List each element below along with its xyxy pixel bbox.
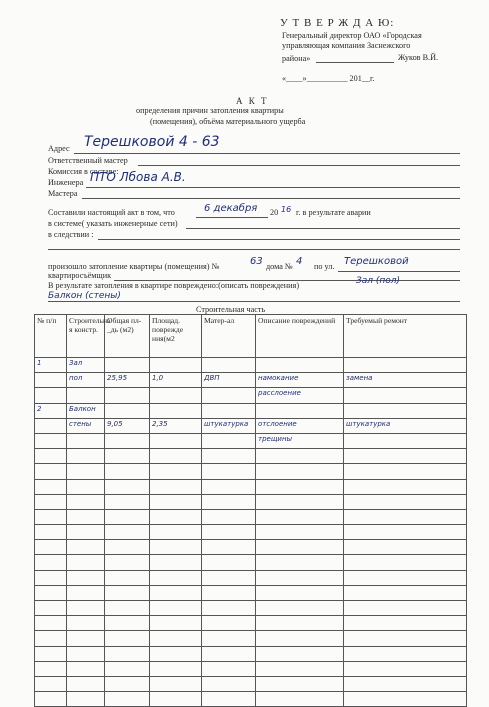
address-value: Терешковой 4 - 63 xyxy=(84,134,220,150)
table-cell xyxy=(344,570,467,585)
table-cell xyxy=(256,418,344,433)
table-cell xyxy=(150,388,202,403)
table-cell xyxy=(344,676,467,691)
table-cell xyxy=(344,433,467,448)
table-cell xyxy=(105,676,150,691)
table-cell xyxy=(202,692,256,707)
table-row xyxy=(35,616,467,631)
table-cell xyxy=(105,418,150,433)
table-cell xyxy=(35,464,67,479)
table-cell-value: Балкон xyxy=(69,404,96,413)
table-cell xyxy=(344,449,467,464)
table-cell xyxy=(150,585,202,600)
master-label: Ответственный мастер xyxy=(48,156,128,165)
table-row xyxy=(35,479,467,494)
table-cell xyxy=(344,601,467,616)
document-title: А К Т xyxy=(236,96,269,106)
flood-text-3: по ул. xyxy=(314,262,335,271)
approval-line3: района» xyxy=(282,54,311,63)
flood-apt-value: 63 xyxy=(250,256,263,267)
table-cell xyxy=(35,601,67,616)
table-cell xyxy=(150,373,202,388)
table-cell xyxy=(202,631,256,646)
table-cell xyxy=(105,525,150,540)
act-text-2: 20 xyxy=(270,208,279,217)
table-cell xyxy=(105,479,150,494)
act-year-value: 16 xyxy=(281,205,292,214)
flood-house-value: 4 xyxy=(296,256,303,267)
table-cell xyxy=(105,494,150,509)
table-cell xyxy=(256,464,344,479)
table-cell xyxy=(256,585,344,600)
table-cell xyxy=(35,418,67,433)
table-cell xyxy=(67,433,105,448)
table-row xyxy=(35,555,467,570)
table-cell xyxy=(67,601,105,616)
table-cell xyxy=(256,692,344,707)
col-header-total-area: Общая пл-_дь (м2) xyxy=(105,315,150,358)
table-cell xyxy=(35,479,67,494)
table-cell xyxy=(35,403,67,418)
table-cell xyxy=(344,494,467,509)
address-label: Адрес xyxy=(48,144,70,153)
table-cell xyxy=(35,373,67,388)
table-cell xyxy=(344,585,467,600)
table-cell xyxy=(344,540,467,555)
table-cell xyxy=(105,692,150,707)
table-cell xyxy=(67,418,105,433)
table-cell-value: стены xyxy=(69,419,92,428)
document-subtitle-2: (помещения), объёма материального ущерба xyxy=(150,117,306,126)
table-cell xyxy=(67,555,105,570)
table-cell xyxy=(150,449,202,464)
table-cell xyxy=(105,585,150,600)
table-cell xyxy=(150,601,202,616)
table-cell xyxy=(150,464,202,479)
table-cell xyxy=(105,373,150,388)
table-row xyxy=(35,631,467,646)
table-cell-value: пол xyxy=(69,374,83,383)
table-row xyxy=(35,418,467,433)
table-cell xyxy=(105,555,150,570)
table-cell xyxy=(35,646,67,661)
masters-line xyxy=(82,198,460,199)
table-cell xyxy=(202,464,256,479)
table-cell xyxy=(150,403,202,418)
table-cell-value: замена xyxy=(346,374,373,383)
table-cell-value: Зал xyxy=(69,359,83,367)
table-cell xyxy=(67,676,105,691)
table-cell xyxy=(67,525,105,540)
table-cell xyxy=(105,403,150,418)
table-cell xyxy=(105,509,150,524)
table-cell-value: 2 xyxy=(37,404,42,413)
table-cell xyxy=(150,616,202,631)
table-cell xyxy=(344,403,467,418)
table-cell xyxy=(35,540,67,555)
table-cell xyxy=(256,631,344,646)
col-header-damaged-area: Площад. поврежде ния(м2 xyxy=(150,315,202,358)
table-row xyxy=(35,449,467,464)
table-cell xyxy=(35,692,67,707)
table-cell xyxy=(256,388,344,403)
table-row xyxy=(35,403,467,418)
act-text-1: Составили настоящий акт в том, что xyxy=(48,208,175,217)
table-cell-value: 1,0 xyxy=(152,374,164,383)
table-cell xyxy=(150,661,202,676)
table-cell-value: ДВП xyxy=(204,374,220,383)
table-cell-value: 1 xyxy=(37,359,42,367)
table-cell xyxy=(67,373,105,388)
table-row xyxy=(35,540,467,555)
table-cell xyxy=(202,540,256,555)
table-row xyxy=(35,373,467,388)
table-cell-value: расслоение xyxy=(258,389,301,398)
act-date-value: 6 декабря xyxy=(204,203,258,214)
table-cell xyxy=(150,692,202,707)
approval-date-line: «____»__________ 201__г. xyxy=(282,74,375,83)
flood-text-2: дома № xyxy=(266,262,293,271)
table-cell xyxy=(150,525,202,540)
table-cell xyxy=(256,646,344,661)
col-header-construction: Строительна я констр. xyxy=(67,315,105,358)
table-cell xyxy=(344,388,467,403)
table-cell xyxy=(202,676,256,691)
table-cell xyxy=(105,433,150,448)
table-cell xyxy=(150,540,202,555)
col-header-description: Описание повреждений xyxy=(256,315,344,358)
table-cell xyxy=(67,464,105,479)
tenant-label: квартиросъёмщик xyxy=(48,271,112,280)
table-row xyxy=(35,692,467,707)
table-cell xyxy=(105,631,150,646)
table-cell xyxy=(67,570,105,585)
table-cell xyxy=(105,388,150,403)
table-cell xyxy=(105,646,150,661)
table-cell xyxy=(344,616,467,631)
table-cell xyxy=(105,616,150,631)
table-cell xyxy=(202,509,256,524)
table-cell xyxy=(202,403,256,418)
table-cell xyxy=(67,358,105,373)
table-cell-value: отслоение xyxy=(258,419,297,428)
table-cell xyxy=(202,525,256,540)
table-cell xyxy=(344,464,467,479)
table-body xyxy=(35,358,467,707)
table-cell xyxy=(344,631,467,646)
damage-line xyxy=(48,301,460,302)
flood-street-line xyxy=(338,271,460,272)
table-cell xyxy=(35,676,67,691)
damage-value-1: Зал (пол) xyxy=(356,276,401,286)
signature-line xyxy=(316,62,394,63)
table-cell xyxy=(256,509,344,524)
table-cell xyxy=(105,464,150,479)
table-cell xyxy=(256,479,344,494)
system-label: в системе( указать инженерные сети) xyxy=(48,219,178,228)
table-cell xyxy=(202,358,256,373)
table-cell xyxy=(256,358,344,373)
table-row xyxy=(35,358,467,373)
table-cell xyxy=(344,646,467,661)
table-cell-value: 9,05 xyxy=(107,419,123,428)
table-cell xyxy=(150,358,202,373)
col-header-repair: Требуемый ремонт xyxy=(344,315,467,358)
table-cell xyxy=(67,479,105,494)
table-cell xyxy=(256,676,344,691)
consequence-label: в следствии : xyxy=(48,230,94,239)
table-cell-value: штукатурка xyxy=(204,419,249,428)
table-cell xyxy=(150,479,202,494)
table-cell xyxy=(150,570,202,585)
table-cell xyxy=(35,661,67,676)
table-row xyxy=(35,570,467,585)
table-cell xyxy=(35,433,67,448)
table-cell xyxy=(344,555,467,570)
table-cell xyxy=(67,631,105,646)
commission-label: Комиссия в составе: xyxy=(48,167,119,176)
engineer-line xyxy=(86,187,460,188)
table-cell xyxy=(344,525,467,540)
table-cell xyxy=(202,433,256,448)
table-cell xyxy=(256,494,344,509)
table-cell xyxy=(67,661,105,676)
table-cell xyxy=(256,403,344,418)
table-cell xyxy=(202,570,256,585)
table-cell xyxy=(344,373,467,388)
table-cell xyxy=(202,616,256,631)
table-cell xyxy=(67,616,105,631)
address-line xyxy=(74,153,460,154)
table-cell xyxy=(105,601,150,616)
table-cell xyxy=(256,540,344,555)
table-header-row xyxy=(35,315,467,358)
table-cell xyxy=(202,601,256,616)
table-cell xyxy=(67,403,105,418)
engineer-label: Инженера xyxy=(48,178,84,187)
flood-text-1: произошло затопление квартиры (помещения) № xyxy=(48,262,220,271)
table-cell xyxy=(67,509,105,524)
blank-line-1 xyxy=(48,249,460,250)
table-cell xyxy=(150,676,202,691)
table-cell xyxy=(202,646,256,661)
table-cell xyxy=(256,570,344,585)
table-cell-value: 25,95 xyxy=(107,374,128,383)
table-row xyxy=(35,388,467,403)
table-cell xyxy=(105,358,150,373)
table-row xyxy=(35,585,467,600)
consequence-line xyxy=(98,239,460,240)
table-cell xyxy=(202,479,256,494)
table-row xyxy=(35,601,467,616)
table-cell-value: 2,35 xyxy=(152,419,168,428)
col-header-material: Матер-ал xyxy=(202,315,256,358)
table-cell xyxy=(202,494,256,509)
table-cell xyxy=(150,555,202,570)
col-header-number: № п/п xyxy=(35,315,67,358)
damage-label: В результате затопления в квартире повреждено:(описать повреждения) xyxy=(48,281,300,290)
table-cell xyxy=(202,388,256,403)
table-cell xyxy=(256,373,344,388)
table-cell xyxy=(35,388,67,403)
table-cell-value: штукатурка xyxy=(346,419,391,428)
table-cell xyxy=(256,616,344,631)
table-row xyxy=(35,661,467,676)
table-cell xyxy=(150,433,202,448)
table-cell xyxy=(150,646,202,661)
table-cell xyxy=(202,555,256,570)
table-cell xyxy=(35,525,67,540)
table-cell xyxy=(256,525,344,540)
damage-table xyxy=(34,314,467,707)
act-text-3: г. в результате аварии xyxy=(296,208,371,217)
table-cell xyxy=(67,540,105,555)
table-cell xyxy=(344,661,467,676)
table-row xyxy=(35,525,467,540)
approval-title: У Т В Е Р Ж Д А Ю: xyxy=(280,17,395,29)
table-cell xyxy=(105,570,150,585)
table-cell xyxy=(67,585,105,600)
table-cell xyxy=(105,449,150,464)
table-cell xyxy=(67,494,105,509)
table-cell xyxy=(35,631,67,646)
table-cell xyxy=(35,555,67,570)
table-cell xyxy=(202,418,256,433)
table-cell xyxy=(150,494,202,509)
table-cell xyxy=(256,449,344,464)
approval-line1: Генеральный директор ОАО «Городская xyxy=(282,31,422,40)
flood-street-value: Терешковой xyxy=(344,256,409,267)
table-cell xyxy=(150,418,202,433)
table-cell xyxy=(35,509,67,524)
table-cell xyxy=(35,616,67,631)
table-cell-value: трещины xyxy=(258,434,293,443)
system-line xyxy=(186,228,460,229)
table-cell xyxy=(344,418,467,433)
table-cell xyxy=(256,433,344,448)
table-cell xyxy=(344,509,467,524)
table-row xyxy=(35,494,467,509)
table-cell xyxy=(105,661,150,676)
damage-value-2: Балкон (стены) xyxy=(48,291,121,301)
table-cell xyxy=(344,358,467,373)
table-cell xyxy=(35,449,67,464)
table-cell xyxy=(256,601,344,616)
table-row xyxy=(35,464,467,479)
table-cell-value: намокание xyxy=(258,374,299,383)
table-cell xyxy=(344,692,467,707)
table-cell xyxy=(256,661,344,676)
table-row xyxy=(35,676,467,691)
table-cell xyxy=(202,661,256,676)
table-cell xyxy=(105,540,150,555)
table-cell xyxy=(256,555,344,570)
document-subtitle-1: определения причин затопления квартиры xyxy=(136,106,284,115)
table-cell xyxy=(344,479,467,494)
table-cell xyxy=(67,388,105,403)
table-cell xyxy=(202,373,256,388)
table-cell xyxy=(67,449,105,464)
master-line xyxy=(138,165,460,166)
approval-signer: Жуков В.Й. xyxy=(398,53,439,62)
table-cell xyxy=(35,494,67,509)
engineer-value: ПТО Лбова А.В. xyxy=(90,170,186,184)
table-cell xyxy=(67,646,105,661)
table-row xyxy=(35,433,467,448)
section-title: Строительная часть xyxy=(196,305,266,314)
table-cell xyxy=(202,585,256,600)
table-cell xyxy=(150,509,202,524)
table-cell xyxy=(35,585,67,600)
masters-label: Мастера xyxy=(48,189,78,198)
approval-line2: управляющая компания Заснежского xyxy=(282,41,411,50)
table-row xyxy=(35,646,467,661)
table-cell xyxy=(202,449,256,464)
table-cell xyxy=(35,358,67,373)
act-date-line xyxy=(196,217,268,218)
table-cell xyxy=(35,570,67,585)
table-row xyxy=(35,509,467,524)
table-cell xyxy=(67,692,105,707)
table-cell xyxy=(150,631,202,646)
